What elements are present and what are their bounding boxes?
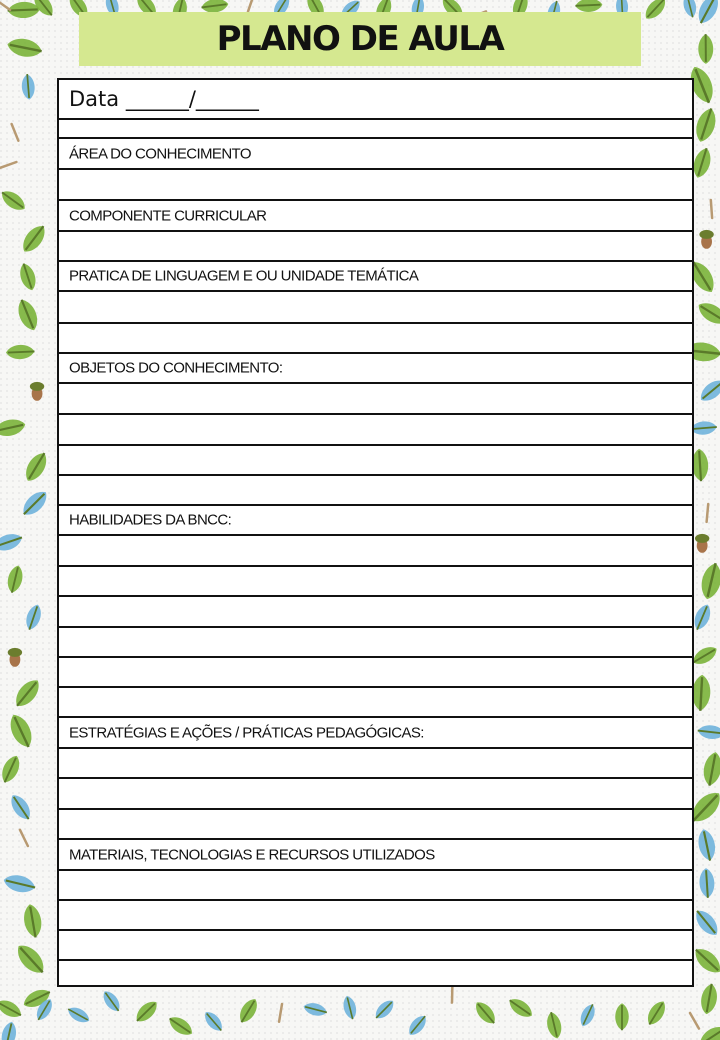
blue-leaf-icon [694,0,720,27]
twig-icon [0,0,10,10]
blue-leaf-icon [372,997,397,1023]
leaf-icon [12,940,49,978]
blue-leaf-icon [100,988,124,1014]
pratica-label: PRATICA DE LINGUAGEM E OU UNIDADE TEMÁTICA [69,267,419,285]
date-row[interactable] [59,80,692,120]
blank-line[interactable] [59,384,692,415]
blank-line[interactable] [59,567,692,597]
blue-leaf-icon [691,906,720,940]
leaf-icon [690,944,720,978]
page-title: PLANO DE AULA [216,19,504,59]
habilidades-label: HABILIDADES DA BNCC: [69,511,232,529]
blue-leaf-icon [0,1020,19,1040]
leaf-icon [5,711,36,751]
leaf-icon [701,750,720,787]
title-banner [79,12,641,66]
blank-line[interactable] [59,120,692,139]
leaf-icon [7,1,40,18]
blue-leaf-icon [23,602,44,631]
blank-line[interactable] [59,476,692,506]
blue-leaf-icon [681,0,698,19]
blank-line[interactable] [59,901,692,931]
acorn-icon [699,230,713,249]
leaf-icon [641,0,669,23]
section-habilidades[interactable] [59,506,692,536]
blank-line[interactable] [59,749,692,779]
leaf-icon [132,997,161,1026]
blank-line[interactable] [59,658,692,688]
section-materiais[interactable] [59,840,692,871]
date-label: Data ______/______ [69,87,259,111]
blue-leaf-icon [699,868,716,899]
objetos-label: OBJETOS DO CONHECIMENTO: [69,359,283,377]
twig-icon [690,1013,699,1029]
leaf-icon [691,674,711,711]
twig-icon [20,830,28,846]
blank-line[interactable] [59,628,692,658]
leaf-icon [698,561,720,601]
leaf-icon [166,1013,196,1039]
leaf-icon [644,998,670,1028]
blank-line[interactable] [59,931,692,961]
section-componente[interactable] [59,201,692,232]
acorn-icon [8,648,22,667]
leaf-icon [5,564,25,594]
leaf-icon [236,996,261,1026]
leaf-icon [690,643,720,668]
leaf-icon [0,417,27,439]
blue-leaf-icon [690,420,717,435]
componente-label: COMPONENTE CURRICULAR [69,207,267,224]
blue-leaf-icon [577,1002,598,1029]
leaf-icon [11,675,44,711]
blank-line[interactable] [59,292,692,324]
leaf-icon [17,261,39,292]
area-label: ÁREA DO CONHECIMENTO [69,145,251,162]
leaf-icon [22,903,44,939]
leaf-icon [0,753,23,786]
twig-icon [248,0,254,12]
leaf-icon [575,0,603,13]
blue-leaf-icon [0,530,24,554]
blank-line[interactable] [59,415,692,446]
blank-line[interactable] [59,536,692,567]
twig-icon [707,504,709,522]
blue-leaf-icon [18,487,51,520]
blue-leaf-icon [341,994,358,1020]
blue-leaf-icon [696,828,718,863]
section-estrategias[interactable] [59,718,692,749]
leaf-icon [694,298,720,329]
blank-line[interactable] [59,961,692,985]
blank-line[interactable] [59,871,692,901]
leaf-icon [14,297,42,334]
leaf-icon [0,996,24,1021]
leaf-icon [6,36,44,60]
blue-leaf-icon [65,1004,92,1026]
blank-line[interactable] [59,324,692,354]
blank-line[interactable] [59,232,692,262]
twig-icon [12,124,19,141]
lesson-plan-form [57,78,694,987]
twig-icon [0,162,16,168]
blue-leaf-icon [21,74,36,101]
leaf-icon [6,344,35,360]
twig-icon [279,1004,282,1022]
leaf-icon [18,221,50,256]
blank-line[interactable] [59,810,692,840]
leaf-icon [472,998,500,1027]
section-objetos[interactable] [59,354,692,384]
leaf-icon [692,106,720,145]
blank-line[interactable] [59,779,692,810]
blue-leaf-icon [201,1008,226,1034]
acorn-icon [30,382,44,401]
leaf-icon [699,983,719,1016]
acorn-icon [695,534,709,553]
blue-leaf-icon [691,602,714,632]
section-area[interactable] [59,139,692,170]
leaf-icon [545,1011,564,1040]
section-pratica[interactable] [59,262,692,292]
blue-leaf-icon [7,791,35,823]
blank-line[interactable] [59,446,692,476]
leaf-icon [506,995,536,1022]
blue-leaf-icon [697,724,720,741]
blue-leaf-icon [696,376,720,406]
blank-line[interactable] [59,170,692,201]
leaf-icon [696,1022,720,1040]
twig-icon [711,200,712,218]
leaf-icon [21,449,51,485]
blue-leaf-icon [302,1001,328,1019]
blank-line[interactable] [59,688,692,718]
blue-leaf-icon [2,872,37,895]
blank-line[interactable] [59,597,692,628]
leaf-icon [698,34,713,64]
leaf-icon [0,187,29,215]
materiais-label: MATERIAIS, TECNOLOGIAS E RECURSOS UTILIZADOS [69,846,435,863]
estrategias-label: ESTRATÉGIAS E AÇÕES / PRÁTICAS PEDAGÓGICAS: [69,724,424,741]
leaf-icon [615,1003,629,1030]
blue-leaf-icon [405,1012,430,1038]
